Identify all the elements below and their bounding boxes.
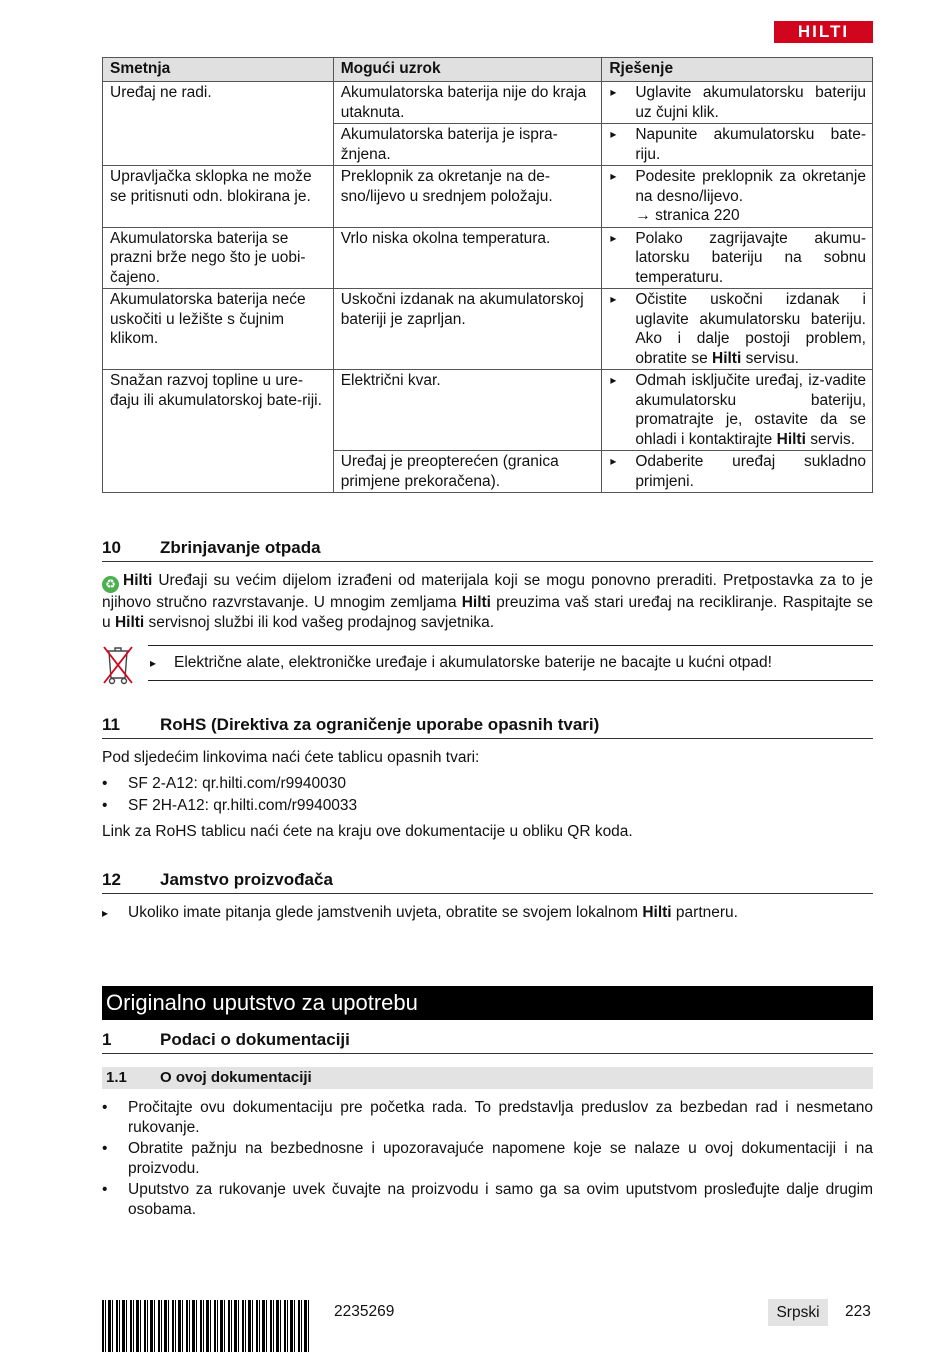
table-row	[103, 289, 873, 370]
cause-cell: Vrlo niska okolna temperatura.	[333, 227, 602, 289]
rohs-outro: Link za RoHS tablicu naći ćete na kraju ove dokumentacije u obliku QR koda.	[102, 823, 633, 840]
fault-cell: Akumulatorska baterija neće uskočiti u ležište s čujnim klikom.	[103, 289, 334, 370]
list-item: • SF 2H-A12: qr.hilti.com/r9940033	[102, 797, 358, 814]
solution-cell: ▸ Očistite uskočni izdanak i uglavite akumulatorsku bateriju. Ako i dalje postoji problem, obratite se Hilti servisu.	[602, 289, 873, 370]
cause-cell: Električni kvar.	[333, 370, 602, 451]
cause-cell: Uskočni izdanak na akumulatorskoj bateriji je zaprljan.	[333, 289, 602, 370]
header-cause: Mogući uzrok	[333, 58, 602, 82]
warranty-item: ▸ Ukoliko imate pitanja glede jamstvenih uvjeta, obratite se svojem lokalnom Hilti partneru.	[102, 903, 873, 923]
manual-title: Originalno uputstvo za upotrebu	[102, 986, 873, 1020]
fault-cell: Akumulatorska baterija se prazni brže nego što je uobi-čajeno.	[103, 227, 334, 289]
fault-cell: Upravljačka sklopka ne može se pritisnuti odn. blokirana je.	[103, 166, 334, 228]
section-heading: 12 Jamstvo proizvođača	[102, 869, 873, 894]
subsection-heading: 1.1 O ovoj dokumentaciji	[102, 1067, 873, 1089]
header-solution: Rješenje	[602, 58, 873, 82]
header-fault: Smetnja	[103, 58, 334, 82]
language-label: Srpski	[768, 1299, 828, 1326]
solution-cell: ▸ Odmah isključite uređaj, iz-vadite akumulatorsku bateriju, promatrajte je, ostavite da se ohladi i kontaktirajte Hilti servis.	[602, 370, 873, 451]
rohs-intro: Pod sljedećim linkovima naći ćete tablicu opasnih tvari:	[102, 749, 480, 766]
table-row	[103, 370, 873, 451]
barcode	[102, 1300, 310, 1352]
troubleshooting-table	[102, 57, 873, 493]
list-item: • Pročitajte ovu dokumentaciju pre početka rada. To predstavlja preduslov za bezbedan rad i nesmetano rukovanje.	[102, 1099, 873, 1136]
document-number: 2235269	[334, 1303, 395, 1320]
table-row	[103, 82, 873, 124]
table-row	[103, 166, 873, 228]
fault-cell: Uređaj ne radi.	[103, 82, 334, 166]
fault-cell: Snažan razvoj topline u ure-đaju ili akumulatorskoj bate-riji.	[103, 370, 334, 493]
cause-cell: Preklopnik za okretanje na de-sno/lijevo u srednjem položaju.	[333, 166, 602, 228]
disposal-paragraph: ♻ Hilti Uređaji su većim dijelom izrađeni od materijala koji se mogu ponovno preraditi. Pretpostavka za to je njihovo stručno razvrstavanje. U mnogim zemljama Hilti preuzima vaš stari uređaj na recikliranje. Raspitajte se u Hilti servisnoj službi ili kod vašeg prodajnog savjetnika.	[102, 572, 873, 631]
cause-cell: Akumulatorska baterija nije do kraja utaknuta.	[333, 82, 602, 124]
table-row	[103, 227, 873, 289]
solution-cell: ▸ Odaberite uređaj sukladno primjeni.	[602, 451, 873, 493]
cause-cell: Akumulatorska baterija je ispra-žnjena.	[333, 124, 602, 166]
section-heading: 10 Zbrinjavanje otpada	[102, 537, 873, 562]
solution-cell: ▸ Uglavite akumulatorsku bateriju uz čujni klik.	[602, 82, 873, 124]
solution-cell	[602, 166, 873, 228]
list-item: • Obratite pažnju na bezbednosne i upozoravajuće napomene koje se nalaze u ovoj dokumentaciji i na proizvodu.	[102, 1140, 873, 1177]
triangle-bullet-icon: ▸	[102, 906, 109, 920]
cause-cell: Uređaj je preopterećen (granica primjene prekoračena).	[333, 451, 602, 493]
page-reference-link[interactable]: → stranica 220	[635, 207, 740, 224]
section-heading: 1 Podaci o dokumentaciji	[102, 1029, 873, 1054]
hilti-logo: HILTI	[774, 21, 873, 43]
triangle-bullet-icon: ▸	[150, 656, 157, 670]
crossed-bin-icon	[101, 642, 135, 686]
list-item: • Uputstvo za rukovanje uvek čuvajte na proizvodu i samo ga sa ovim uputstvom prosleđujte dalje drugim osobama.	[102, 1181, 873, 1218]
rohs-link[interactable]: SF 2H-A12: qr.hilti.com/r9940033	[128, 797, 358, 814]
list-item: • SF 2-A12: qr.hilti.com/r9940030	[102, 775, 346, 792]
page-number: 223	[845, 1303, 871, 1320]
solution-text: Podesite preklopnik za okretanje na desno/lijevo.	[635, 168, 866, 205]
recycle-icon: ♻	[102, 576, 119, 593]
section-heading: 11 RoHS (Direktiva za ograničenje uporabe opasnih tvari)	[102, 714, 873, 739]
disposal-warning: ▸ Električne alate, elektroničke uređaje i akumulatorske baterije ne bacajte u kućni otpad!	[148, 645, 873, 681]
solution-cell: ▸ Napunite akumulatorsku bate-riju.	[602, 124, 873, 166]
rohs-link[interactable]: SF 2-A12: qr.hilti.com/r9940030	[128, 775, 346, 792]
table-header-row	[103, 58, 873, 82]
solution-cell: ▸ Polako zagrijavajte akumu-latorsku bateriju na sobnu temperaturu.	[602, 227, 873, 289]
